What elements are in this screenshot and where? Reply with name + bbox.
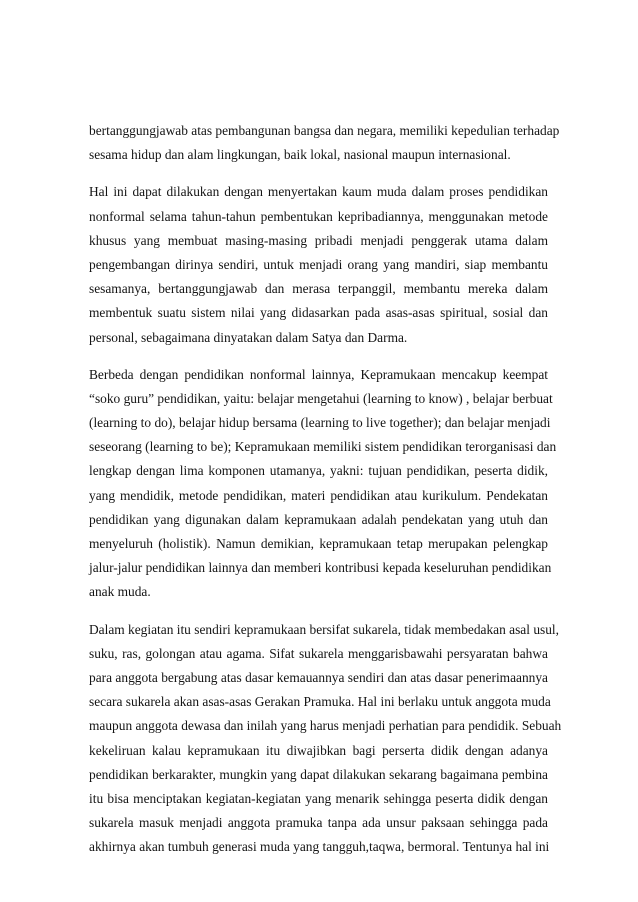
- paragraph-line: anak muda.: [89, 584, 151, 600]
- paragraph-4: [89, 618, 562, 860]
- paragraph-line: itu bisa menciptakan kegiatan-kegiatan yang menarik sehingga peserta didik dengan: [89, 790, 548, 806]
- paragraph-line: para anggota bergabung atas dasar kemauannya sendiri dan atas dasar penerimaannya: [89, 669, 548, 685]
- paragraph-line: pengembangan dirinya sendiri, untuk menjadi orang yang mandiri, siap membantu: [89, 256, 548, 272]
- paragraph-line: pendidikan berkarakter, mungkin yang dapat dilakukan sekarang bagaimana pembina: [89, 766, 548, 782]
- paragraph-line: secara sukarela akan asas-asas Gerakan Pramuka. Hal ini berlaku untuk anggota muda: [89, 694, 551, 710]
- document-page: [89, 119, 562, 859]
- paragraph-line: membentuk suatu sistem nilai yang didasarkan pada asas-asas spiritual, sosial dan: [89, 305, 548, 321]
- paragraph-line: Hal ini dapat dilakukan dengan menyertakan kaum muda dalam proses pendidikan: [89, 184, 548, 200]
- paragraph-line: personal, sebagaimana dinyatakan dalam Satya dan Darma.: [89, 329, 408, 345]
- paragraph-2: [89, 180, 548, 349]
- paragraph-line: akhirnya akan tumbuh generasi muda yang tangguh,taqwa, bermoral. Tentunya hal ini: [89, 839, 550, 855]
- paragraph-line: maupun anggota dewasa dan inilah yang harus menjadi perhatian para pendidik. Sebuah: [89, 718, 562, 734]
- paragraph-line: kekeliruan kalau kepramukaan itu diwajibkan bagi perserta didik dengan adanya: [89, 742, 548, 758]
- paragraph-line: sesamanya, bertanggungjawab dan merasa terpanggil, membantu mereka dalam: [89, 281, 548, 297]
- paragraph-line: bertanggungjawab atas pembangunan bangsa dan negara, memiliki kepedulian terhadap: [89, 123, 560, 138]
- paragraph-line: menyeluruh (holistik). Namun demikian, kepramukaan tetap merupakan pelengkap: [89, 536, 548, 551]
- paragraph-line: Dalam kegiatan itu sendiri kepramukaan bersifat sukarela, tidak membedakan asal usul,: [89, 621, 559, 637]
- paragraph-gap: [89, 350, 548, 363]
- paragraph-line: pendidikan yang digunakan dalam kepramukaan adalah pendekatan yang utuh dan: [89, 511, 548, 527]
- paragraph-line: (learning to do), belajar hidup bersama (learning to live together); dan belajar menjadi: [89, 415, 551, 431]
- paragraph-line: sukarela masuk menjadi anggota pramuka tanpa ada unsur paksaan sehingga pada: [89, 815, 548, 831]
- paragraph-line: seseorang (learning to be); Kepramukaan memiliki sistem pendidikan terorganisasi dan: [89, 439, 557, 455]
- paragraph-line: nonformal selama tahun-tahun pembentukan kepribadiannya, menggunakan metode: [89, 208, 548, 224]
- paragraph-line: yang mendidik, metode pendidikan, materi pendidikan atau kurikulum. Pendekatan: [89, 487, 548, 503]
- paragraph-line: suku, ras, golongan atau agama. Sifat sukarela menggarisbawahi persyaratan bahwa: [89, 645, 548, 661]
- paragraph-3: [89, 363, 557, 605]
- paragraph-line: “soko guru” pendidikan, yaitu: belajar mengetahui (learning to know) , belajar berbuat: [89, 390, 553, 406]
- paragraph-line: jalur-jalur pendidikan lainnya dan memberi kontribusi kepada keseluruhan pendidikan: [89, 560, 552, 576]
- paragraph-line: sesama hidup dan alam lingkungan, baik lokal, nasional maupun internasional.: [89, 147, 511, 163]
- paragraph-gap: [89, 605, 548, 618]
- paragraph-line: lengkap dengan lima komponen utamanya, yakni: tujuan pendidikan, peserta didik,: [89, 463, 548, 479]
- paragraph-1: [89, 119, 560, 167]
- paragraph-line: khusus yang membuat masing-masing pribadi menjadi penggerak utama dalam: [89, 232, 548, 248]
- paragraph-gap: [89, 167, 548, 180]
- paragraph-line: Berbeda dengan pendidikan nonformal lainnya, Kepramukaan mencakup keempat: [89, 366, 548, 382]
